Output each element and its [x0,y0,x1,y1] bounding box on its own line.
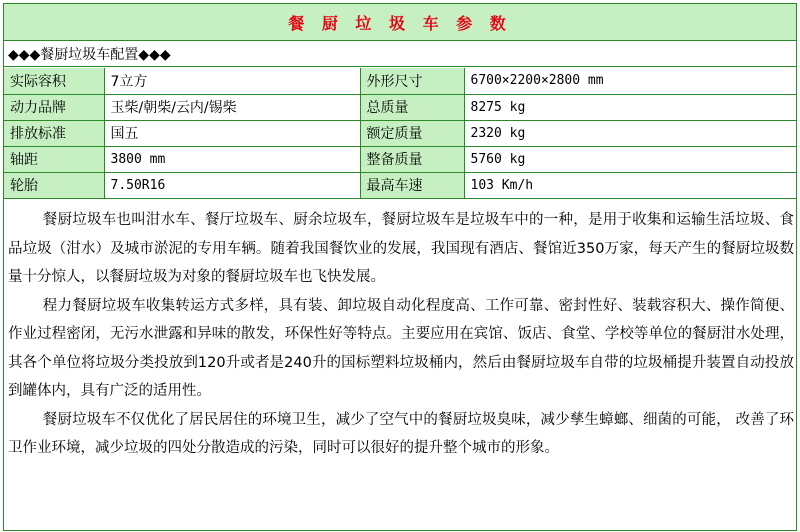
spec-value: 7.50R16 [104,172,360,198]
spec-panel [3,3,797,531]
spec-label: 外形尺寸 [360,68,464,94]
spec-label: 排放标准 [4,120,104,146]
section-heading: ◆◆◆餐厨垃圾车配置◆◆◆ [8,46,171,63]
spec-value: 6700×2200×2800 mm [464,68,796,94]
spec-value: 2320 kg [464,120,796,146]
spec-table [4,68,796,199]
spec-value: 7立方 [104,68,360,94]
description-body [4,202,796,463]
table-row [4,146,796,172]
description-paragraph: 程力餐厨垃圾车收集转运方式多样，具有装、卸垃圾自动化程度高、工作可靠、密封性好、装载容积大、操作简便、作业过程密闭，无污水泄露和异味的散发，环保性好等特点。主要应用在宾馆、饭店、食堂、学校等单位的餐厨泔水处理，其各个单位将垃圾分类投放到120升或者是240升的国标塑料垃圾桶内，然后由餐厨垃圾车自带的垃圾桶提升装置自动投放到罐体内，具有广泛的适用性。 [8,297,794,399]
spec-value: 5760 kg [464,146,796,172]
spec-label: 动力品牌 [4,94,104,120]
spec-value: 国五 [104,120,360,146]
spec-value: 3800 mm [104,146,360,172]
spec-value: 103 Km/h [464,172,796,198]
title-bar [4,4,796,41]
section-heading-bar [4,41,796,67]
spec-label: 整备质量 [360,146,464,172]
table-row [4,68,796,94]
spec-label: 轴距 [4,146,104,172]
spec-label: 额定质量 [360,120,464,146]
page-title: 餐 厨 垃 圾 车 参 数 [288,13,512,33]
spec-value: 8275 kg [464,94,796,120]
spec-label: 最高车速 [360,172,464,198]
spec-value: 玉柴/朝柴/云内/锡柴 [104,94,360,120]
spec-label: 实际容积 [4,68,104,94]
description-paragraph: 餐厨垃圾车不仅优化了居民居住的环境卫生，减少了空气中的餐厨垃圾臭味，减少孳生蟑螂、细菌的可能， 改善了环卫作业环境，减少垃圾的四处分散造成的污染，同时可以很好的提升整个城市的形象。 [8,411,794,456]
spec-label: 轮胎 [4,172,104,198]
description-paragraph: 餐厨垃圾车也叫泔水车、餐厅垃圾车、厨余垃圾车，餐厨垃圾车是垃圾车中的一种，是用于收集和运输生活垃圾、食品垃圾（泔水）及城市淤泥的专用车辆。随着我国餐饮业的发展，我国现有酒店、餐馆近350万家，每天产生的餐厨垃圾数量十分惊人，以餐厨垃圾为对象的餐厨垃圾车也飞快发展。 [8,212,794,285]
table-row [4,120,796,146]
table-row [4,94,796,120]
spec-label: 总质量 [360,94,464,120]
table-row [4,172,796,198]
